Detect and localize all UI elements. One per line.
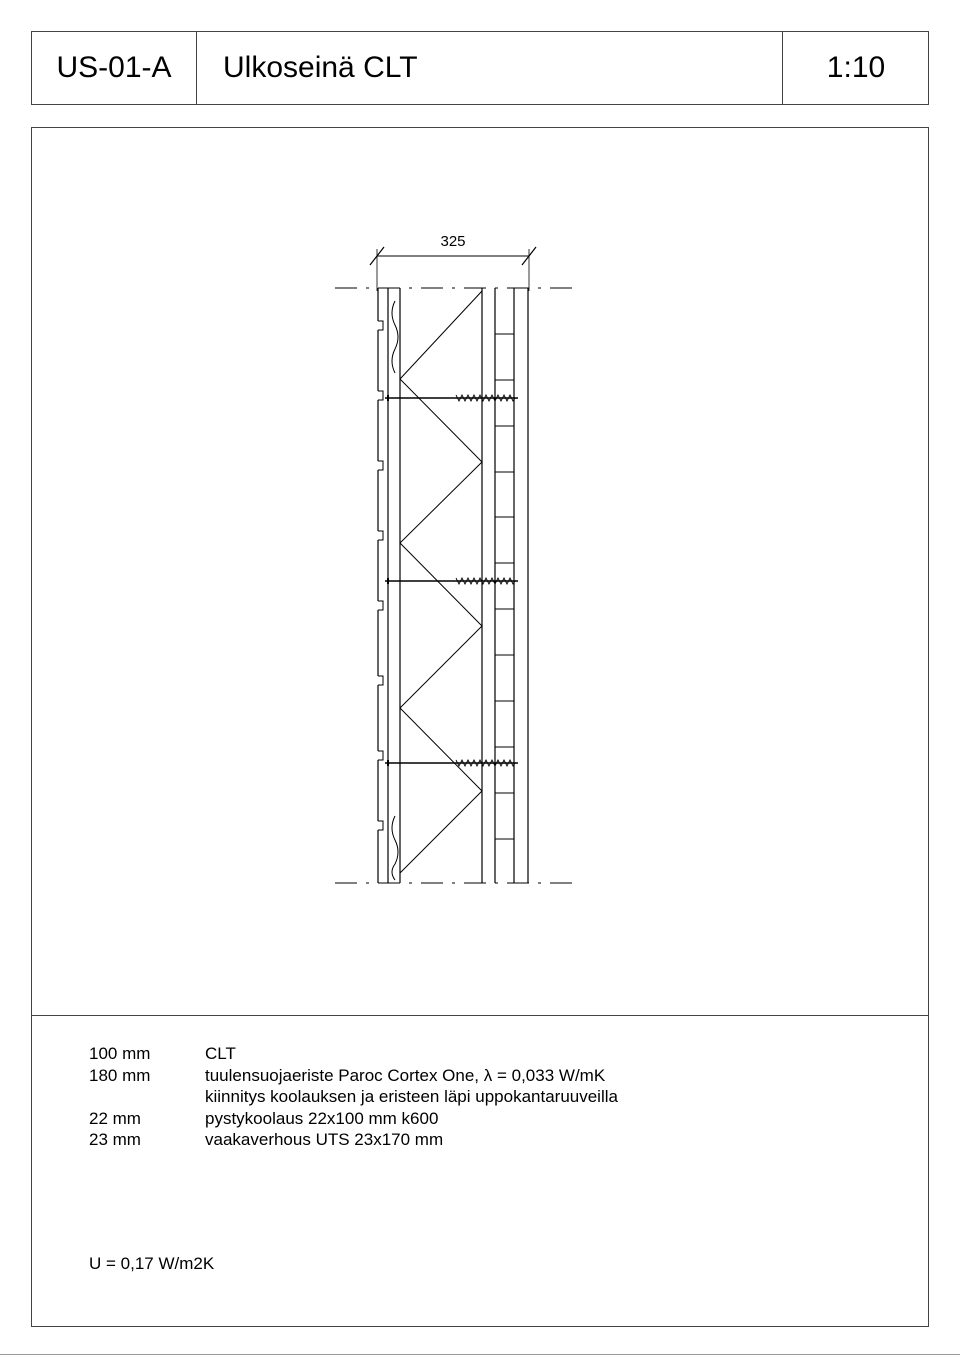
screw	[385, 578, 518, 584]
drawing-scale: 1:10	[826, 51, 886, 84]
layer-row	[89, 1108, 618, 1130]
drawing-sheet	[31, 127, 929, 1327]
layer-description: pystykoolaus 22x100 mm k600	[205, 1108, 439, 1128]
section-divider	[32, 1015, 928, 1016]
wall-section-drawing	[32, 128, 928, 1015]
screw	[385, 395, 518, 401]
layer-row	[89, 1043, 618, 1065]
drawing-title: Ulkoseinä CLT	[197, 32, 783, 104]
clt-panel	[378, 288, 388, 883]
u-value: U = 0,17 W/m2K	[89, 1254, 215, 1273]
layer-list	[89, 1043, 618, 1151]
membrane-wave-bottom	[392, 816, 398, 880]
page-bottom-rule	[0, 1354, 960, 1355]
layer-thickness	[89, 1086, 205, 1108]
layer-thickness: 100 mm	[89, 1044, 151, 1063]
dimension-label: 325	[440, 233, 466, 250]
title-block	[31, 31, 929, 105]
layer-row	[89, 1065, 618, 1087]
layer-thickness: 23 mm	[89, 1130, 141, 1149]
layer-description: CLT	[205, 1044, 236, 1063]
insulation-zigzag-top	[400, 291, 482, 379]
layer-thickness: 22 mm	[89, 1108, 141, 1128]
layer-description: tuulensuojaeriste Paroc Cortex One, λ = 0,033 W/mK	[205, 1065, 606, 1085]
membrane-wave-top	[392, 301, 398, 373]
layer-description: vaakaverhous UTS 23x170 mm	[205, 1130, 444, 1149]
screw	[385, 760, 518, 766]
layer-description: kiinnitys koolauksen ja eristeen läpi uppokantaruuveilla	[205, 1087, 618, 1106]
insulation-zigzag	[400, 379, 482, 873]
layer-thickness: 180 mm	[89, 1065, 151, 1085]
layer-row	[89, 1129, 618, 1151]
drawing-code: US-01-A	[32, 32, 197, 104]
layer-row	[89, 1086, 618, 1108]
